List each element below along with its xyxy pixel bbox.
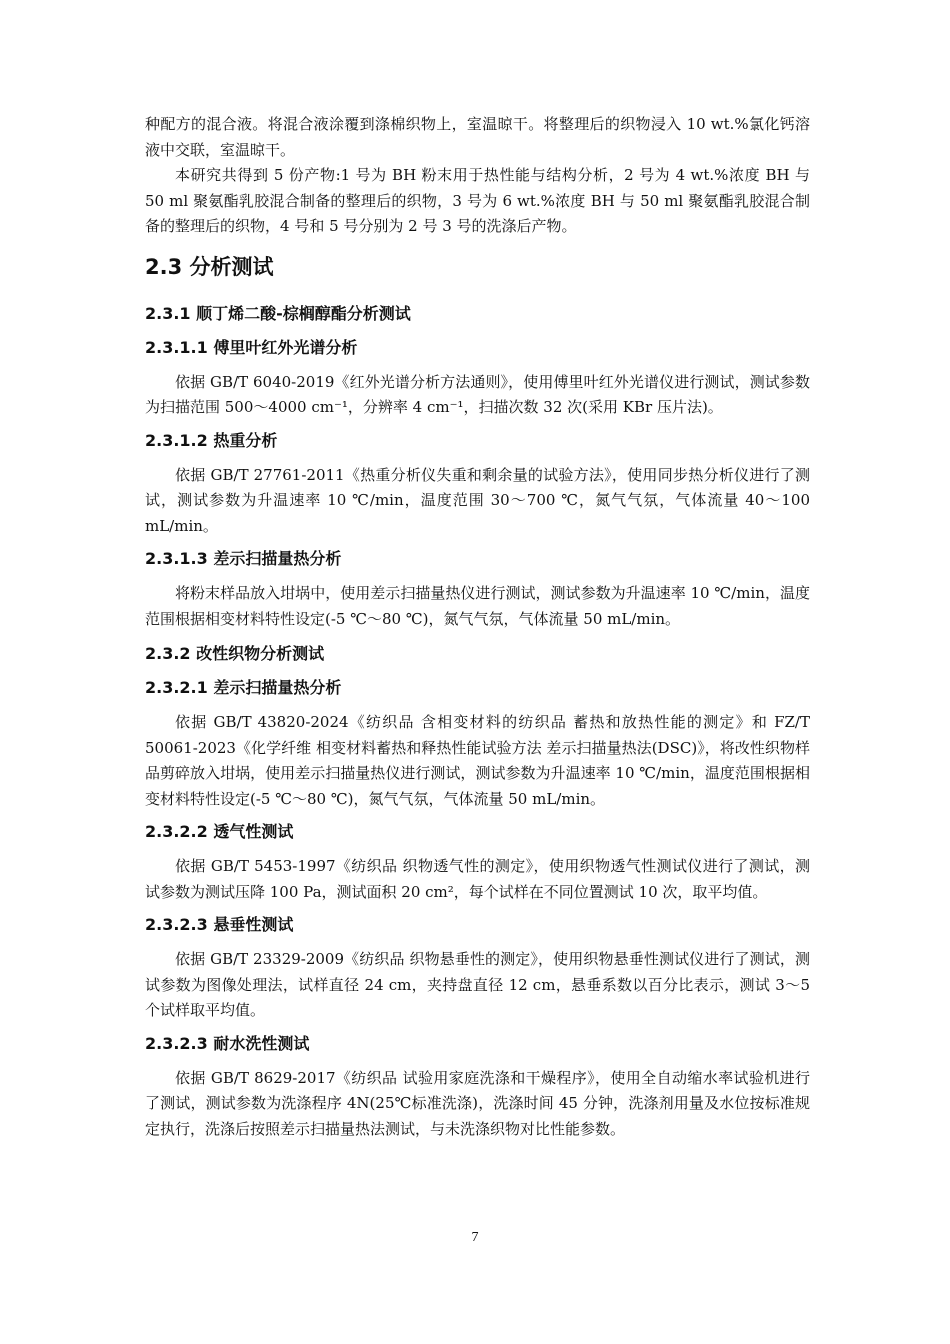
heading-2-3-1-1: 2.3.1.1 傅里叶红外光谱分析 [145, 337, 358, 357]
paragraph-2-3-2-3-drape: 依据 GB/T 23329-2009《纺织品 织物悬垂性的测定》，使用织物悬垂性测试仪进行了测试，测试参数为图像处理法，试样直径 24 cm，夹持盘直径 12 cm，悬垂系数以百分比表示，测试 3～5 个试样取平均值。 [145, 950, 810, 1019]
heading-2-3-1-2: 2.3.1.2 热重分析 [145, 430, 278, 450]
page-number: 7 [471, 1230, 479, 1245]
subsection-title-2-3-1: 2.3.1 顺丁烯二酸-棕榈醇酯分析测试 [145, 303, 411, 323]
paragraph-2-3-1-2: 依据 GB/T 27761-2011《热重分析仪失重和剩余量的试验方法》，使用同步热分析仪进行了测试，测试参数为升温速率 10 ℃/min，温度范围 30～700 ℃，氮气气氛，气体流量 40～100 mL/min。 [145, 465, 810, 535]
paragraph-2-3-2-3-wash: 依据 GB/T 8629-2017《纺织品 试验用家庭洗涤和干燥程序》，使用全自动缩水率试验机进行了测试，测试参数为洗涤程序 4N(25℃标准洗涤)，洗涤时间 45 分钟，洗涤剂用量及水位按标准规定执行，洗涤后按照差示扫描量热法测试，与未洗涤织物对比性能参数。 [145, 1068, 810, 1138]
paragraph-2-3-2-2: 依据 GB/T 5453-1997《纺织品 织物透气性的测定》，使用织物透气性测试仪进行了测试，测试参数为测试压降 100 Pa，测试面积 20 cm²，每个试样在不同位置测试 10 次，取平均值。 [145, 857, 810, 901]
section-title: 2.3 分析测试 [145, 254, 274, 279]
paragraph-2-3-2-1: 依据 GB/T 43820-2024《纺织品 含相变材料的纺织品 蓄热和放热性能的测定》和 FZ/T 50061-2023《化学纤维 相变材料蓄热和释热性能试验方法 差示扫描量热法(DSC)》，将改性织物样品剪碎放入坩埚，使用差示扫描量热仪进行测试，测试参数为升温速率 10 ℃/min，温度范围根据相变材料特性设定(-5 ℃～80 ℃)，氮气气氛，气体流量 50 mL/min。 [145, 713, 810, 808]
heading-2-3-2-2: 2.3.2.2 透气性测试 [145, 822, 294, 841]
page-body [145, 112, 810, 1142]
heading-2-3-1-3: 2.3.1.3 差示扫描量热分析 [145, 549, 342, 568]
heading-2-3-2-1: 2.3.2.1 差示扫描量热分析 [145, 678, 342, 697]
heading-2-3-2-3-wash: 2.3.2.3 耐水洗性测试 [145, 1033, 310, 1053]
intro-paragraph-1: 种配方的混合液。将混合液涂覆到涤棉织物上，室温晾干。将整理后的织物浸入 10 wt.%氯化钙溶液中交联，室温晾干。 [145, 115, 810, 159]
paragraph-2-3-1-1: 依据 GB/T 6040-2019《红外光谱分析方法通则》，使用傅里叶红外光谱仪进行测试，测试参数为扫描范围 500～4000 cm⁻¹，分辨率 4 cm⁻¹，扫描次数 32 次(采用 KBr 压片法)。 [145, 372, 810, 416]
paragraph-2-3-1-3: 将粉末样品放入坩埚中，使用差示扫描量热仪进行测试，测试参数为升温速率 10 ℃/min，温度范围根据相变材料特性设定(-5 ℃～80 ℃)，氮气气氛，气体流量 50 mL/min。 [145, 584, 810, 628]
intro-paragraph-2: 本研究共得到 5 份产物:1 号为 BH 粉末用于热性能与结构分析，2 号为 4 wt.%浓度 BH 与 50 ml 聚氨酯乳胶混合制备的整理后的织物，3 号为 6 wt.%浓度 BH 与 50 ml 聚氨酯乳胶混合制备的整理后的织物，4 号和 5 号分别为 2 号 3 号的洗涤后产物。 [145, 166, 810, 235]
subsection-title-2-3-2: 2.3.2 改性织物分析测试 [145, 644, 325, 663]
heading-2-3-2-3-drape: 2.3.2.3 悬垂性测试 [145, 915, 294, 934]
